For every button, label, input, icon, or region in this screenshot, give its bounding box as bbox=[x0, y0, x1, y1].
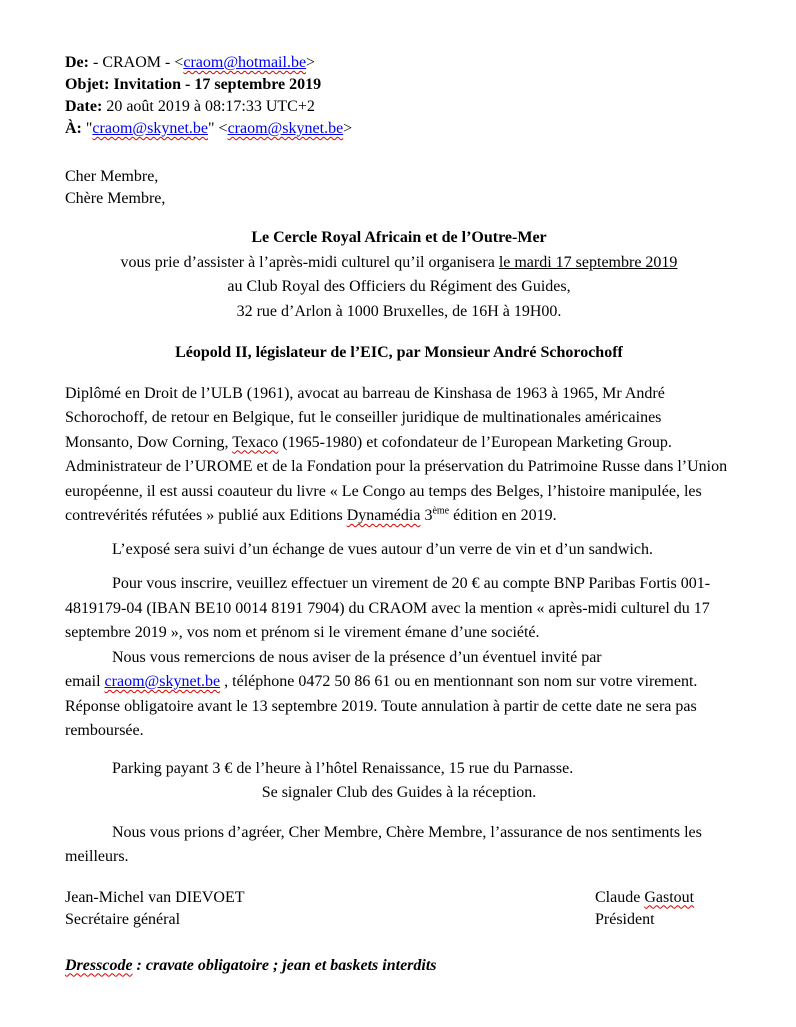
to-email-text-2: craom@skynet.be bbox=[227, 120, 344, 137]
dresscode-word: Dresscode bbox=[65, 956, 133, 974]
subject-text: Invitation - 17 septembre 2019 bbox=[109, 76, 322, 93]
remerciements-line-1: Nous vous remercions de nous aviser de la présence d’un éventuel invité par bbox=[112, 648, 602, 666]
organization-title: Le Cercle Royal Africain et de l’Outre-Mer bbox=[251, 229, 547, 246]
dresscode-line bbox=[65, 954, 733, 979]
header-subject-line bbox=[65, 74, 733, 96]
bio-text-3: 3 bbox=[420, 507, 433, 524]
closing-paragraph: Nous vous prions d’agréer, Cher Membre, Chère Membre, l’assurance de nos sentiments les meilleurs. bbox=[65, 823, 702, 865]
parking-block bbox=[65, 757, 733, 806]
date-label: Date: bbox=[65, 98, 103, 115]
bio-word-texaco: Texaco bbox=[232, 433, 279, 451]
bio-text-1: Diplômé en Droit de l’ULB (1961), avocat au barreau de Kinshasa de 1963 à 1965, Mr André Schorochoff, de retour en Belgique, fut le conseiller juridique de multinationales américaines Monsanto, Dow Corning, bbox=[65, 384, 665, 451]
body-email-link[interactable] bbox=[105, 673, 221, 690]
event-date-underlined: le mardi 17 septembre 2019 bbox=[498, 253, 678, 271]
to-text-post: > bbox=[343, 120, 353, 137]
reception-line: Se signaler Club des Guides à la réception. bbox=[261, 784, 537, 801]
invitation-address-time: 32 rue d’Arlon à 1000 Bruxelles, de 16H à 19H00. bbox=[236, 302, 562, 320]
speaker-bio-paragraph bbox=[65, 382, 733, 529]
to-email-link-1[interactable] bbox=[92, 120, 208, 137]
body-email-text: craom@skynet.be bbox=[104, 673, 221, 690]
from-email-text: craom@hotmail.be bbox=[183, 54, 307, 71]
expose-paragraph: L’exposé sera suivi d’un échange de vues autour d’un verre de vin et d’un sandwich. bbox=[112, 540, 654, 558]
email-headers bbox=[65, 52, 733, 140]
bio-text-2: (1965-1980) et cofondateur de l’European Marketing Group. Administrateur de l’UROME et de la Fondation pour la préservation du Patrimoine Russe dans l’Union européenne, il est aussi coauteur du livre « Le Congo au temps des Belges, l’histoire manipulée, les contrevérités réfutées » publié aux Editions bbox=[65, 433, 728, 524]
salutation bbox=[65, 166, 733, 210]
talk-title: Léopold II, législateur de l’EIC, par Monsieur André Schorochoff bbox=[175, 344, 623, 361]
president-name bbox=[595, 887, 733, 909]
bio-text-4: édition en 2019. bbox=[449, 507, 557, 524]
header-from-line bbox=[65, 52, 733, 74]
signature-right bbox=[595, 887, 733, 931]
bio-word-dynamedia: Dynamédia bbox=[346, 507, 421, 524]
subject-label: Objet: bbox=[65, 76, 110, 93]
invitation-venue: au Club Royal des Officiers du Régiment des Guides, bbox=[227, 278, 571, 295]
from-label: De: bbox=[65, 54, 89, 71]
president-first-name: Claude bbox=[595, 888, 645, 906]
to-email-text-1: craom@skynet.be bbox=[92, 120, 209, 137]
secretary-name: Jean-Michel van DIEVOET bbox=[65, 888, 245, 906]
from-text: - CRAOM - < bbox=[88, 54, 184, 71]
to-text-pre: " bbox=[81, 120, 93, 137]
header-date-line bbox=[65, 96, 733, 118]
parking-line: Parking payant 3 € de l’heure à l’hôtel Renaissance, 15 rue du Parnasse. bbox=[112, 759, 574, 777]
date-text: 20 août 2019 à 08:17:33 UTC+2 bbox=[102, 98, 315, 115]
salutation-line-1: Cher Membre, bbox=[65, 168, 159, 185]
invitation-line-2-text: vous prie d’assister à l’après-midi culturel qu’il organisera bbox=[120, 253, 499, 271]
invitation-block bbox=[65, 226, 733, 324]
remerciements-email-pre: email bbox=[65, 673, 105, 690]
header-to-line bbox=[65, 118, 733, 140]
remerciements-line-2-post: , téléphone 0472 50 86 61 ou en mentionnant son nom sur votre virement. Réponse obligatoire avant le 13 septembre 2019. Toute annulation à partir de cette date ne sera pas remboursée. bbox=[65, 673, 698, 739]
from-email-link[interactable] bbox=[183, 54, 306, 71]
salutation-line-2: Chère Membre, bbox=[65, 190, 166, 207]
president-last-name: Gastout bbox=[644, 888, 695, 906]
signature-left bbox=[65, 887, 245, 931]
invitation-line-2 bbox=[65, 251, 733, 276]
signature-block bbox=[65, 887, 733, 931]
secretary-role: Secrétaire général bbox=[65, 910, 181, 928]
dresscode-rest: : cravate obligatoire ; jean et baskets interdits bbox=[132, 956, 437, 974]
inscription-paragraph: Pour vous inscrire, veuillez effectuer un virement de 20 € au compte BNP Paribas Fortis 001-4819179-04 (IBAN BE10 0014 8191 7904) du CRAOM avec la mention « après-midi culturel du 17 septembre 2019 », vos nom et prénom si le virement émane d’une société. bbox=[65, 575, 711, 641]
to-email-link-2[interactable] bbox=[228, 120, 344, 137]
from-text-post: > bbox=[306, 54, 316, 71]
remerciements-paragraph bbox=[65, 646, 733, 744]
to-label: À: bbox=[65, 120, 82, 137]
president-role: Président bbox=[595, 910, 655, 928]
bio-edition-superscript: ème bbox=[432, 505, 450, 517]
to-text-mid: " < bbox=[208, 120, 228, 137]
